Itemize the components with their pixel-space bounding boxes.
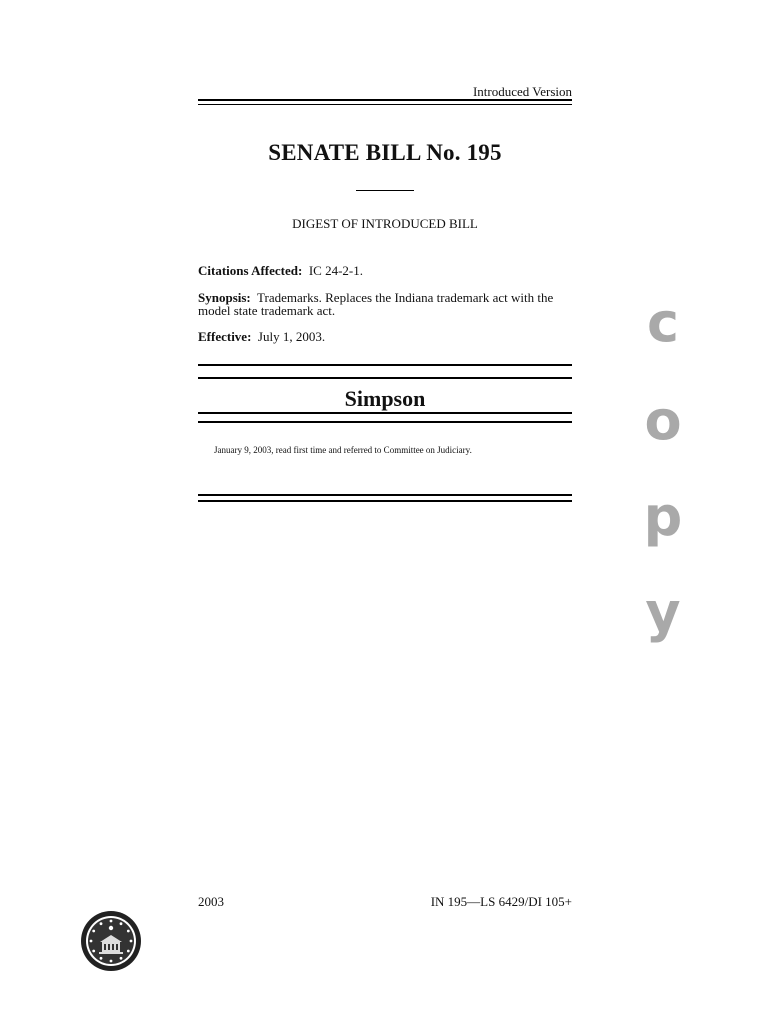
synopsis-value: Trademarks. Replaces the Indiana trademark act with the model state trademark act. <box>198 290 554 318</box>
effective-date <box>198 330 572 343</box>
author-rule-2 <box>198 377 572 379</box>
title-divider <box>356 190 414 191</box>
state-seal-icon <box>80 910 142 972</box>
watermark-letter-o: o <box>644 389 682 452</box>
effective-value: July 1, 2003. <box>257 329 326 344</box>
history-rule-top <box>198 494 572 496</box>
history-rule-bottom <box>198 500 572 502</box>
bill-title: SENATE BILL No. 195 <box>268 140 502 165</box>
history-entry: January 9, 2003, read first time and referred to Committee on Judiciary. <box>214 445 472 455</box>
header-rule-bottom <box>198 104 572 105</box>
digest-heading: DIGEST OF INTRODUCED BILL <box>292 216 478 231</box>
watermark-letter-y: y <box>645 581 681 644</box>
footer-year: 2003 <box>198 894 224 909</box>
author-rule-4 <box>198 421 572 423</box>
synopsis-label: Synopsis: <box>198 290 251 305</box>
author-name: Simpson <box>344 386 426 411</box>
watermark-letter-c: c <box>646 291 679 354</box>
version-label: Introduced Version <box>472 84 572 99</box>
synopsis <box>198 291 572 317</box>
effective-label: Effective: <box>198 329 252 344</box>
citations-label: Citations Affected: <box>198 263 303 278</box>
watermark-letter-p: p <box>643 485 683 548</box>
author-rule-1 <box>198 364 572 366</box>
footer-bill-id: IN 195—LS 6429/DI 105+ <box>430 894 572 909</box>
citations-affected <box>198 264 572 277</box>
author-rule-3 <box>198 412 572 414</box>
citations-value: IC 24-2-1. <box>308 263 364 278</box>
header-rule-top <box>198 99 572 101</box>
